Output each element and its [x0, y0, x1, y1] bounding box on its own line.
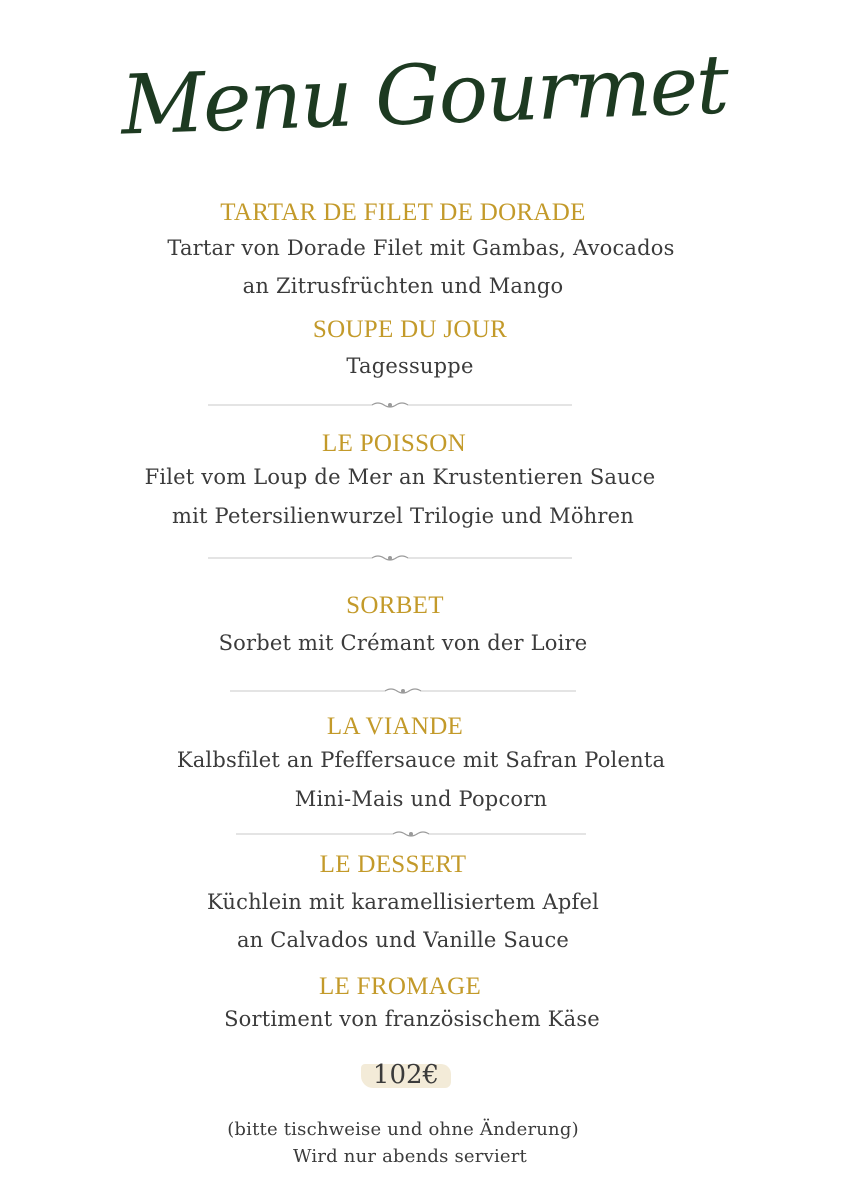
- ornamental-divider: [236, 829, 586, 839]
- course-description-line: Sorbet mit Crémant von der Loire: [218, 631, 588, 655]
- price-value: 102€: [372, 1060, 440, 1090]
- footer-note: Wird nur abends serviert: [293, 1146, 527, 1167]
- menu-title: Menu Gourmet: [119, 37, 729, 154]
- footer-note: (bitte tischweise und ohne Änderung): [227, 1119, 579, 1140]
- course-description-line: Mini-Mais und Popcorn: [294, 787, 548, 811]
- course-heading-soupe: SOUPE DU JOUR: [312, 316, 508, 343]
- course-description-line: Kalbsfilet an Pfeffersauce mit Safran Polenta: [176, 748, 666, 772]
- course-description-line: Tagessuppe: [346, 354, 474, 378]
- course-description-line: mit Petersilienwurzel Trilogie und Möhren: [172, 504, 634, 528]
- ornamental-divider: [208, 553, 572, 563]
- course-description-line: Filet vom Loup de Mer an Krustentieren Sauce: [144, 465, 656, 489]
- course-heading-viande: LA VIANDE: [326, 713, 464, 740]
- course-heading-tartar: TARTAR DE FILET DE DORADE: [220, 199, 586, 226]
- course-description-line: an Calvados und Vanille Sauce: [236, 928, 570, 952]
- course-description-line: Küchlein mit karamellisiertem Apfel: [206, 890, 600, 914]
- ornamental-divider: [208, 400, 572, 410]
- course-heading-dessert: LE DESSERT: [319, 851, 467, 878]
- course-heading-poisson: LE POISSON: [322, 430, 466, 457]
- course-description-line: Sortiment von französischem Käse: [224, 1007, 600, 1031]
- ornamental-divider: [230, 686, 576, 696]
- course-description-line: Tartar von Dorade Filet mit Gambas, Avocados: [167, 236, 675, 260]
- course-description-line: an Zitrusfrüchten und Mango: [242, 274, 564, 298]
- course-heading-fromage: LE FROMAGE: [318, 973, 482, 1000]
- course-heading-sorbet: SORBET: [346, 592, 444, 619]
- price-tag: [361, 1058, 451, 1092]
